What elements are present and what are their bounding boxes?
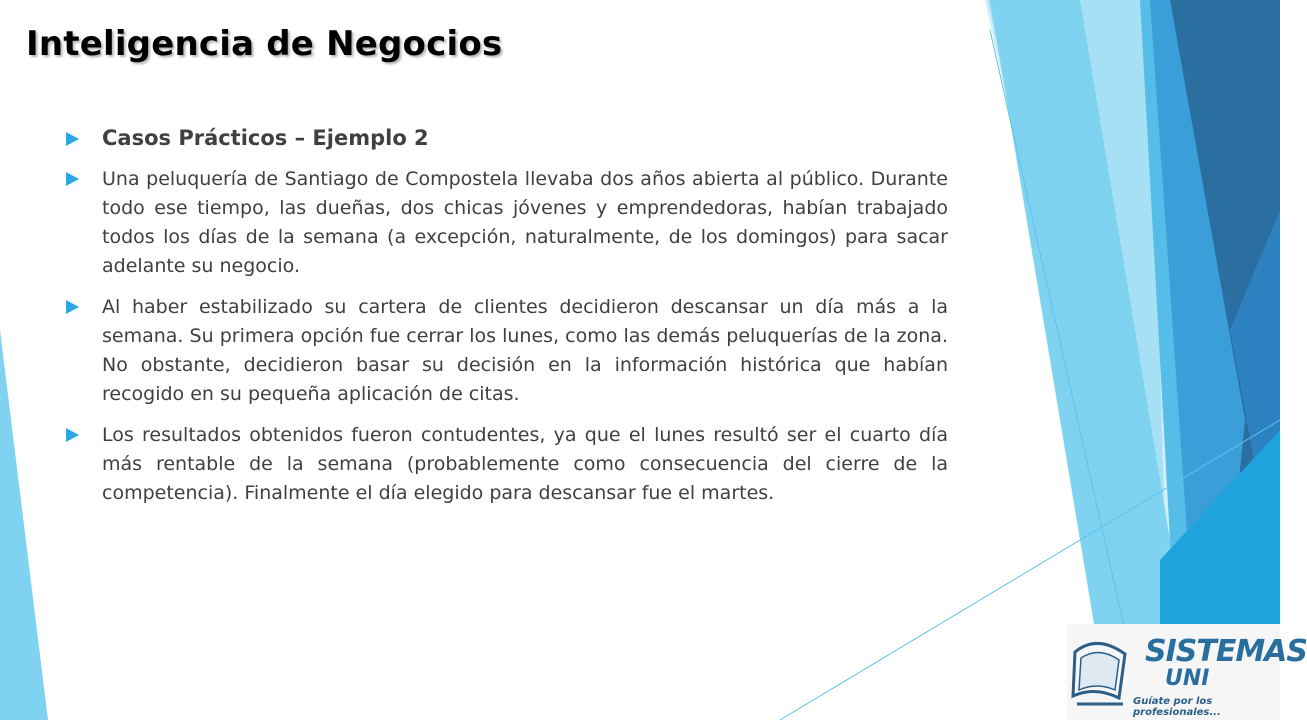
bullet-text: Los resultados obtenidos fueron contudentes, ya que el lunes resultó ser el cuarto día más rentable de la semana (probablemente como consecuencia del cierre de la competencia). Finalmente el día elegido para descansar fue el martes.: [102, 424, 948, 504]
bullet-list: [66, 124, 948, 520]
bullet-arrow-icon: [66, 428, 79, 442]
bullet-text: Una peluquería de Santiago de Compostela llevaba dos años abierta al público. Durante todo ese tiempo, las dueñas, dos chicas jóvenes y emprendedoras, habían trabajado todos los días de la semana (a excepción, naturalmente, de los domingos) para sacar adelante su negocio.: [102, 168, 948, 277]
bullet-item: [66, 165, 948, 281]
slide-title: Inteligencia de Negocios: [26, 24, 503, 64]
logo-name-line2: UNI: [1165, 666, 1210, 691]
bullet-arrow-icon: [66, 300, 79, 314]
bullet-arrow-icon: [66, 172, 79, 186]
bullet-text: Casos Prácticos – Ejemplo 2: [102, 126, 429, 150]
bullet-item: [66, 293, 948, 409]
bullet-item: [66, 421, 948, 508]
bullet-text: Al haber estabilizado su cartera de clientes decidieron descansar un día más a la semana. Su primera opción fue cerrar los lunes, como las demás peluquerías de la zona. No obstante, decidieron basar su decisión en la información histórica que habían recogido en su pequeña aplicación de citas.: [102, 296, 948, 405]
left-corner-shape: [0, 330, 48, 720]
logo-tagline: Guíate por los profesionales...: [1133, 696, 1221, 718]
logo-name-line1: SISTEMAS: [1145, 634, 1307, 669]
bullet-heading: [66, 124, 948, 153]
bullet-arrow-icon: [66, 132, 79, 146]
company-logo: [1067, 624, 1307, 720]
